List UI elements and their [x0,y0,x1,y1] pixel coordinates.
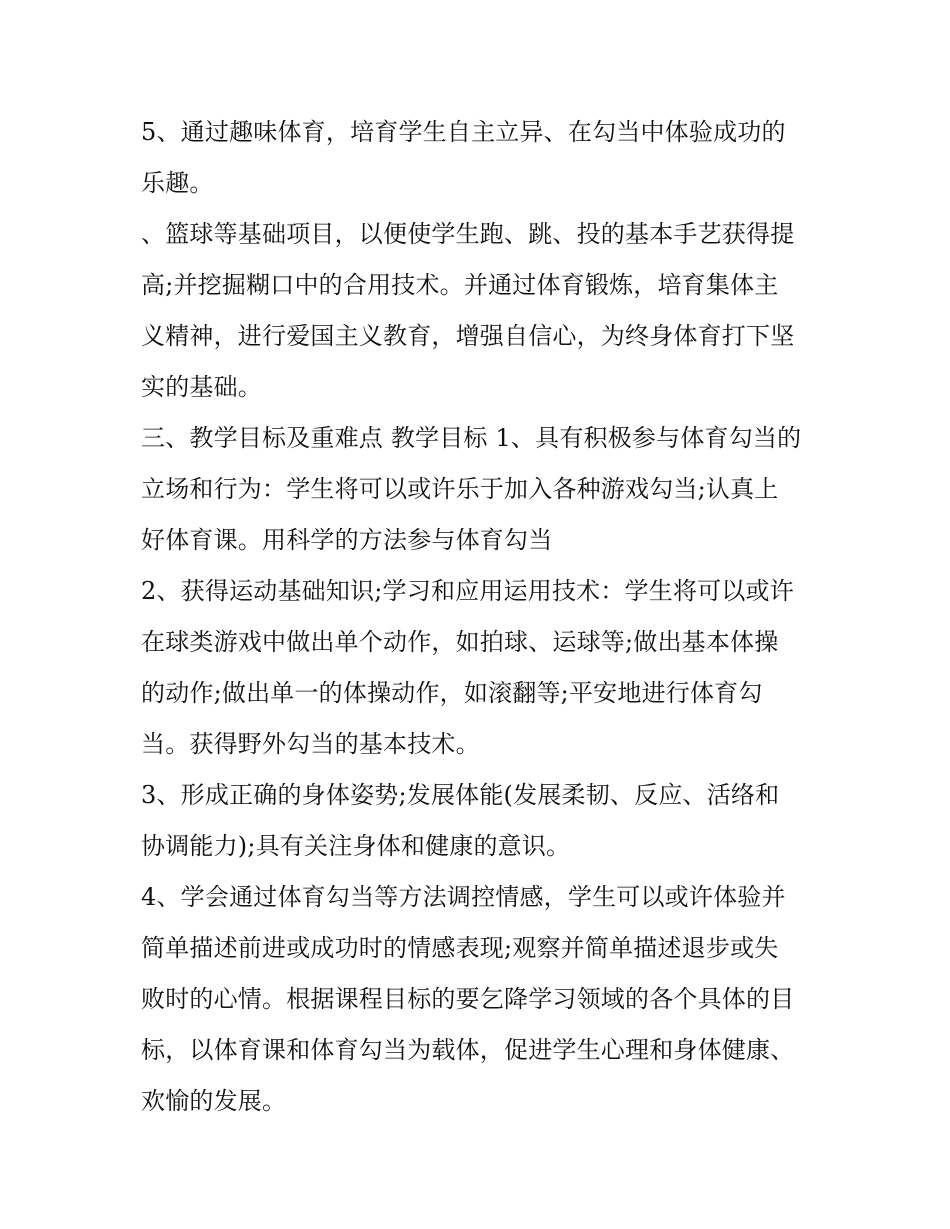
text-line: 乐趣。 [141,169,214,197]
text-line: 标，以体育课和体育勾当为载体，促进学生心理和身体健康、 [141,1036,795,1064]
text-line: 在球类游戏中做出单个动作，如拍球、运球等;做出基本体操 [141,628,779,656]
text-line: 立场和行为：学生将可以或许乐于加入各种游戏勾当;认真上 [141,475,779,503]
text-line: 好体育课。用科学的方法参与体育勾当 [141,526,553,554]
text-line: 的动作;做出单一的体操动作，如滚翻等;平安地进行体育勾 [141,679,763,707]
document-body [141,107,811,1127]
text-line: 简单描述前进或成功时的情感表现;观察并简单描述退步或失 [141,934,779,962]
text-line: 2、获得运动基础知识;学习和应用运用技术：学生将可以或许 [141,577,794,605]
text-line: 实的基础。 [141,373,262,401]
text-line: 欢愉的发展。 [141,1087,287,1115]
text-line: 协调能力);具有关注身体和健康的意识。 [141,832,571,860]
text-line: 义精神，进行爱国主义教育，增强自信心，为终身体育打下坚 [141,322,795,350]
text-line: 3、形成正确的身体姿势;发展体能(发展柔韧、反应、活络和 [141,781,780,809]
text-line: 4、学会通过体育勾当等方法调控情感，学生可以或许体验并 [141,883,786,911]
text-line: 败时的心情。根据课程目标的要乞降学习领域的各个具体的目 [141,985,795,1013]
text-line: 当。获得野外勾当的基本技术。 [141,730,480,758]
text-line: 三、教学目标及重难点 教学目标 1、具有积极参与体育勾当的 [141,424,802,452]
text-line: 高;并挖掘糊口中的合用技术。并通过体育锻炼，培育集体主 [141,271,779,299]
text-line: 5、通过趣味体育，培育学生自主立异、在勾当中体验成功的 [141,118,786,146]
text-line: 、篮球等基础项目，以便使学生跑、跳、投的基本手艺获得提 [141,220,795,248]
